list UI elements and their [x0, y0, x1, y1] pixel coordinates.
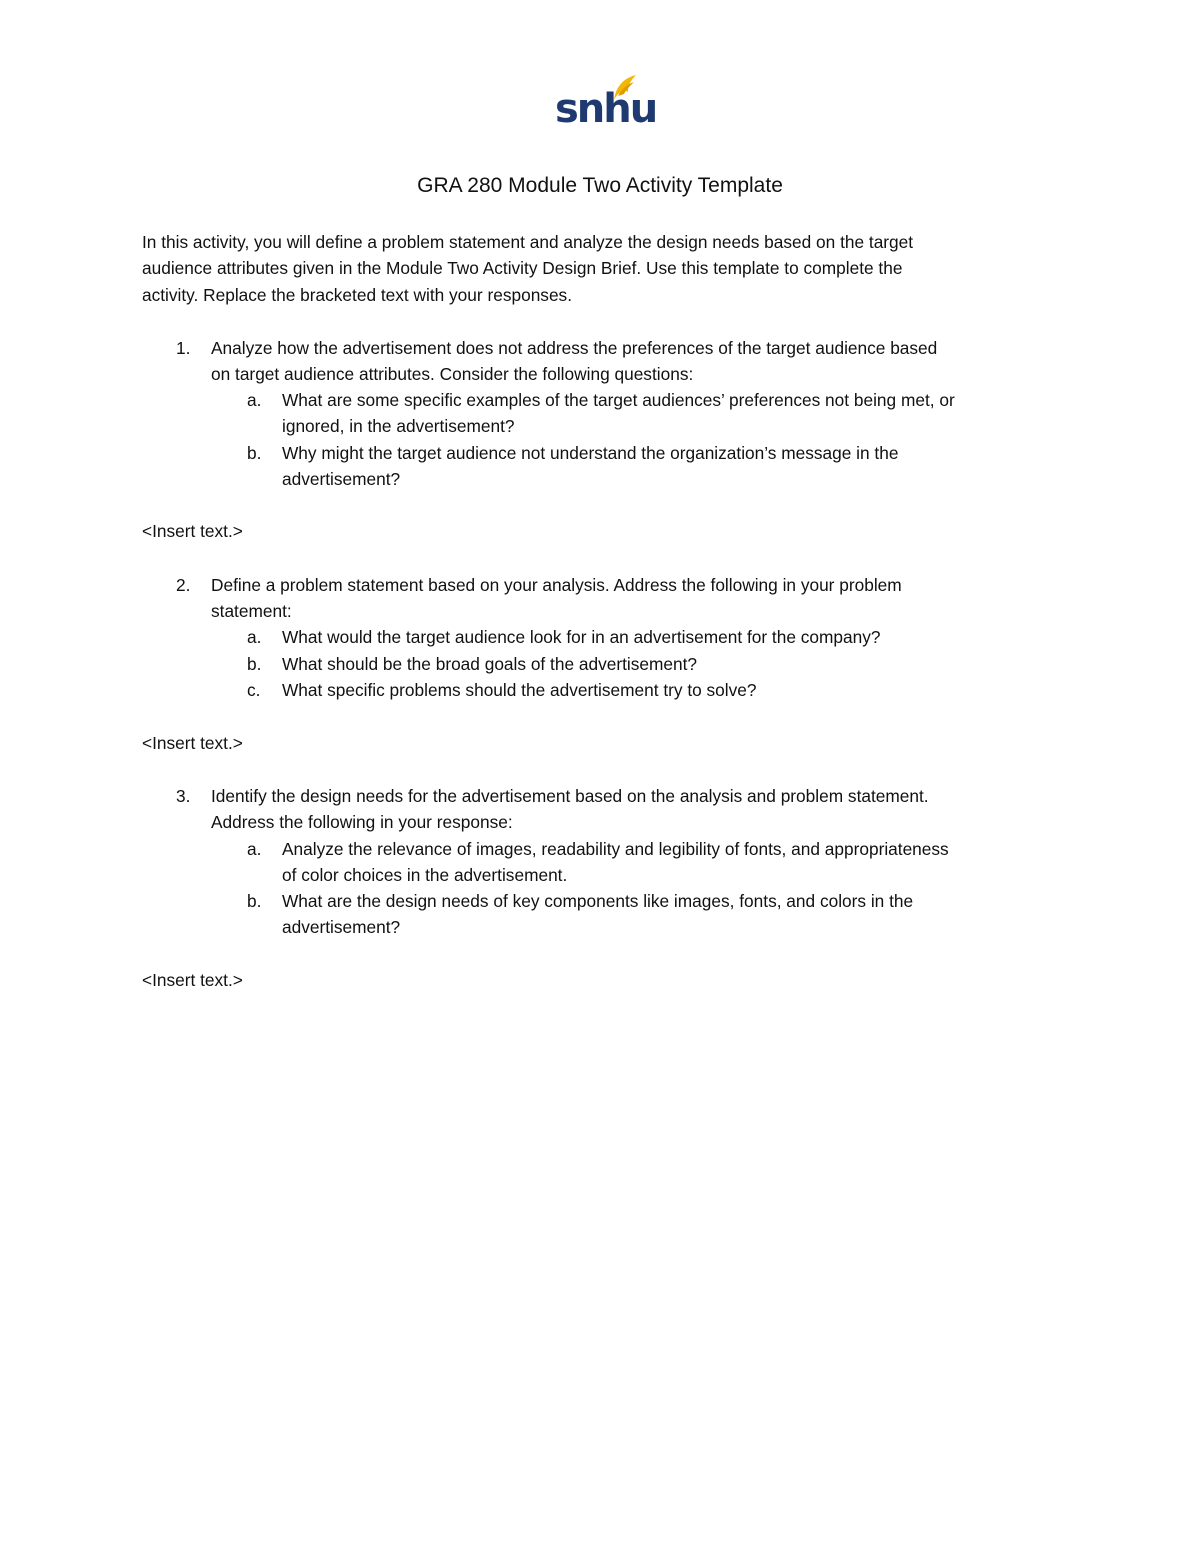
- question-line: on target audience attributes. Consider the following questions:: [211, 364, 694, 385]
- question-2-text: [211, 572, 902, 625]
- question-1a-text: [282, 387, 955, 440]
- question-2b-letter: b.: [247, 654, 262, 674]
- sub-line: What should be the broad goals of the advertisement?: [282, 654, 698, 674]
- sub-line: What are the design needs of key components like images, fonts, and colors in the: [282, 891, 914, 911]
- question-line: Define a problem statement based on your analysis. Address the following in your problem: [211, 575, 902, 595]
- snhu-logo: [552, 72, 657, 134]
- question-line: Address the following in your response:: [211, 812, 513, 833]
- question-3b-letter: b.: [247, 891, 262, 911]
- question-3a-letter: a.: [247, 839, 262, 859]
- question-line: statement:: [211, 601, 292, 622]
- insert-text-2[interactable]: <Insert text.>: [142, 733, 243, 753]
- question-2c-letter: c.: [247, 680, 261, 700]
- question-3a-text: [282, 836, 949, 889]
- sub-line: What specific problems should the advertisement try to solve?: [282, 680, 757, 700]
- page-title: GRA 280 Module Two Activity Template: [417, 174, 783, 197]
- question-line: Identify the design needs for the advertisement based on the analysis and problem statement.: [211, 786, 929, 806]
- question-line: Analyze how the advertisement does not address the preferences of the target audience based: [211, 338, 938, 358]
- question-1b-text: [282, 440, 898, 493]
- logo-wordmark: snhu: [555, 86, 657, 132]
- insert-text-1[interactable]: <Insert text.>: [142, 521, 243, 541]
- intro-line: activity. Replace the bracketed text with your responses.: [142, 284, 572, 305]
- sub-line: Why might the target audience not understand the organization’s message in the: [282, 443, 899, 463]
- sub-line: Analyze the relevance of images, readability and legibility of fonts, and appropriateness: [282, 839, 949, 859]
- question-1b-letter: b.: [247, 443, 262, 463]
- sub-line: of color choices in the advertisement.: [282, 865, 568, 886]
- intro-line: In this activity, you will define a problem statement and analyze the design needs based on the target: [142, 232, 914, 252]
- sub-line: What are some specific examples of the target audiences’ preferences not being met, or: [282, 390, 955, 410]
- question-1a-letter: a.: [247, 390, 262, 410]
- question-3b-text: [282, 888, 913, 941]
- question-1-text: [211, 335, 937, 388]
- insert-text-3[interactable]: <Insert text.>: [142, 970, 243, 990]
- question-2c-text: [282, 677, 757, 703]
- sub-line: advertisement?: [282, 917, 401, 938]
- question-3-text: [211, 783, 929, 836]
- question-2a-letter: a.: [247, 627, 262, 647]
- question-1-number: 1.: [176, 338, 191, 358]
- question-2-number: 2.: [176, 575, 191, 595]
- question-2b-text: [282, 651, 697, 677]
- question-2a-text: [282, 624, 880, 650]
- sub-line: advertisement?: [282, 469, 401, 490]
- question-3-number: 3.: [176, 786, 191, 806]
- sub-line: ignored, in the advertisement?: [282, 416, 515, 437]
- intro-paragraph: [142, 229, 913, 308]
- sub-line: What would the target audience look for in an advertisement for the company?: [282, 627, 881, 647]
- intro-line: audience attributes given in the Module Two Activity Design Brief. Use this template to complete the: [142, 258, 903, 279]
